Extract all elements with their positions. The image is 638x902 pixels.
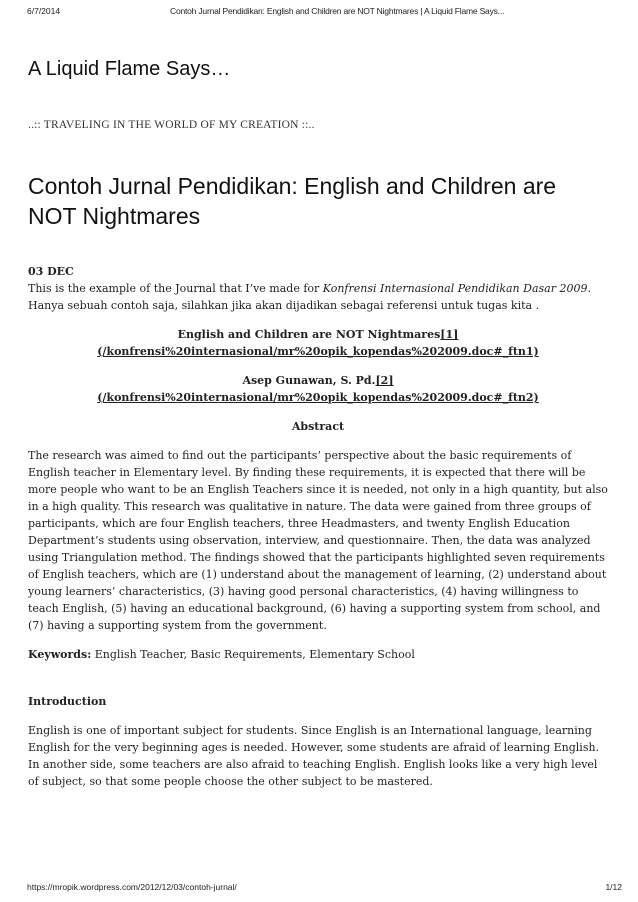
author-block bbox=[28, 372, 608, 406]
abstract-heading: Abstract bbox=[291, 420, 345, 433]
paper-title-block bbox=[28, 326, 608, 360]
print-date: 6/7/2014 bbox=[27, 6, 61, 16]
keywords-line bbox=[28, 646, 608, 663]
paper-title-footnote-link[interactable]: [1] bbox=[440, 328, 459, 341]
site-tagline: ..:: TRAVELING IN THE WORLD OF MY CREATION ::.. bbox=[28, 119, 315, 131]
post-title[interactable]: Contoh Jurnal Pendidikan: English and Children are NOT Nightmares bbox=[28, 173, 557, 229]
post-body bbox=[28, 263, 608, 790]
intro-conference-name: Konfrensi Internasional Pendidikan Dasar 2009 bbox=[322, 282, 588, 295]
site-title[interactable]: A Liquid Flame Says… bbox=[28, 58, 231, 80]
introduction-text: English is one of important subject for students. Since English is an International language, learning English for the very beginning ages is needed. However, some students are afraid of learning English. In another side, some teachers are also afraid to teaching English. English looks like a very high level of subject, so that some people choose the other subject to be mastered. bbox=[28, 724, 600, 788]
paper-title-footnote-url[interactable]: (/konfrensi%20internasional/mr%20opik_kopendas%202009.doc#_ftn1) bbox=[97, 345, 539, 358]
keywords-label: Keywords: bbox=[28, 648, 92, 661]
intro-text-1: This is the example of the Journal that I’ve made for bbox=[28, 282, 323, 295]
introduction-heading: Introduction bbox=[28, 695, 107, 708]
abstract-text: The research was aimed to find out the participants’ perspective about the basic requirements of English teacher in Elementary level. By finding these requirements, it is expected that there will be more people who want to be an English Teachers since it is needed, not only in a high quantity, but also in a high quality. This research was qualitative in nature. The data were gained from three groups of participants, which are four English teachers, three Headmasters, and twenty English Education Department’s students using observation, interview, and questionnaire. Then, the data was analyzed using Triangulation method. The findings showed that the participants highlighted seven requirements of English teachers, which are (1) understand about the management of learning, (2) understand about young learners’ characteristics, (3) having good personal characteristics, (4) having willingness to teach English, (5) having an educational background, (6) having a supporting system from school, and (7) having a supporting system from the government. bbox=[28, 449, 608, 632]
paper-title: English and Children are NOT Nightmares bbox=[177, 328, 441, 341]
print-page-title: Contoh Jurnal Pendidikan: English and Children are NOT Nightmares | A Liquid Flame Says... bbox=[170, 6, 505, 16]
post-date: 03 DEC bbox=[28, 265, 74, 278]
keywords-value: English Teacher, Basic Requirements, Elementary School bbox=[91, 648, 415, 661]
print-footer bbox=[27, 882, 622, 894]
author-footnote-link[interactable]: [2] bbox=[375, 374, 394, 387]
print-page-number: 1/12 bbox=[605, 882, 622, 892]
intro-text-2: . Hanya sebuah contoh saja, silahkan jika akan dijadikan sebagai referensi untuk tugas kita . bbox=[28, 282, 591, 312]
post-intro bbox=[28, 280, 608, 314]
print-url: https://mropik.wordpress.com/2012/12/03/contoh-jurnal/ bbox=[27, 882, 237, 892]
author-name: Asep Gunawan, S. Pd. bbox=[242, 374, 376, 387]
author-footnote-url[interactable]: (/konfrensi%20internasional/mr%20opik_kopendas%202009.doc#_ftn2) bbox=[97, 391, 539, 404]
print-header bbox=[27, 6, 622, 20]
